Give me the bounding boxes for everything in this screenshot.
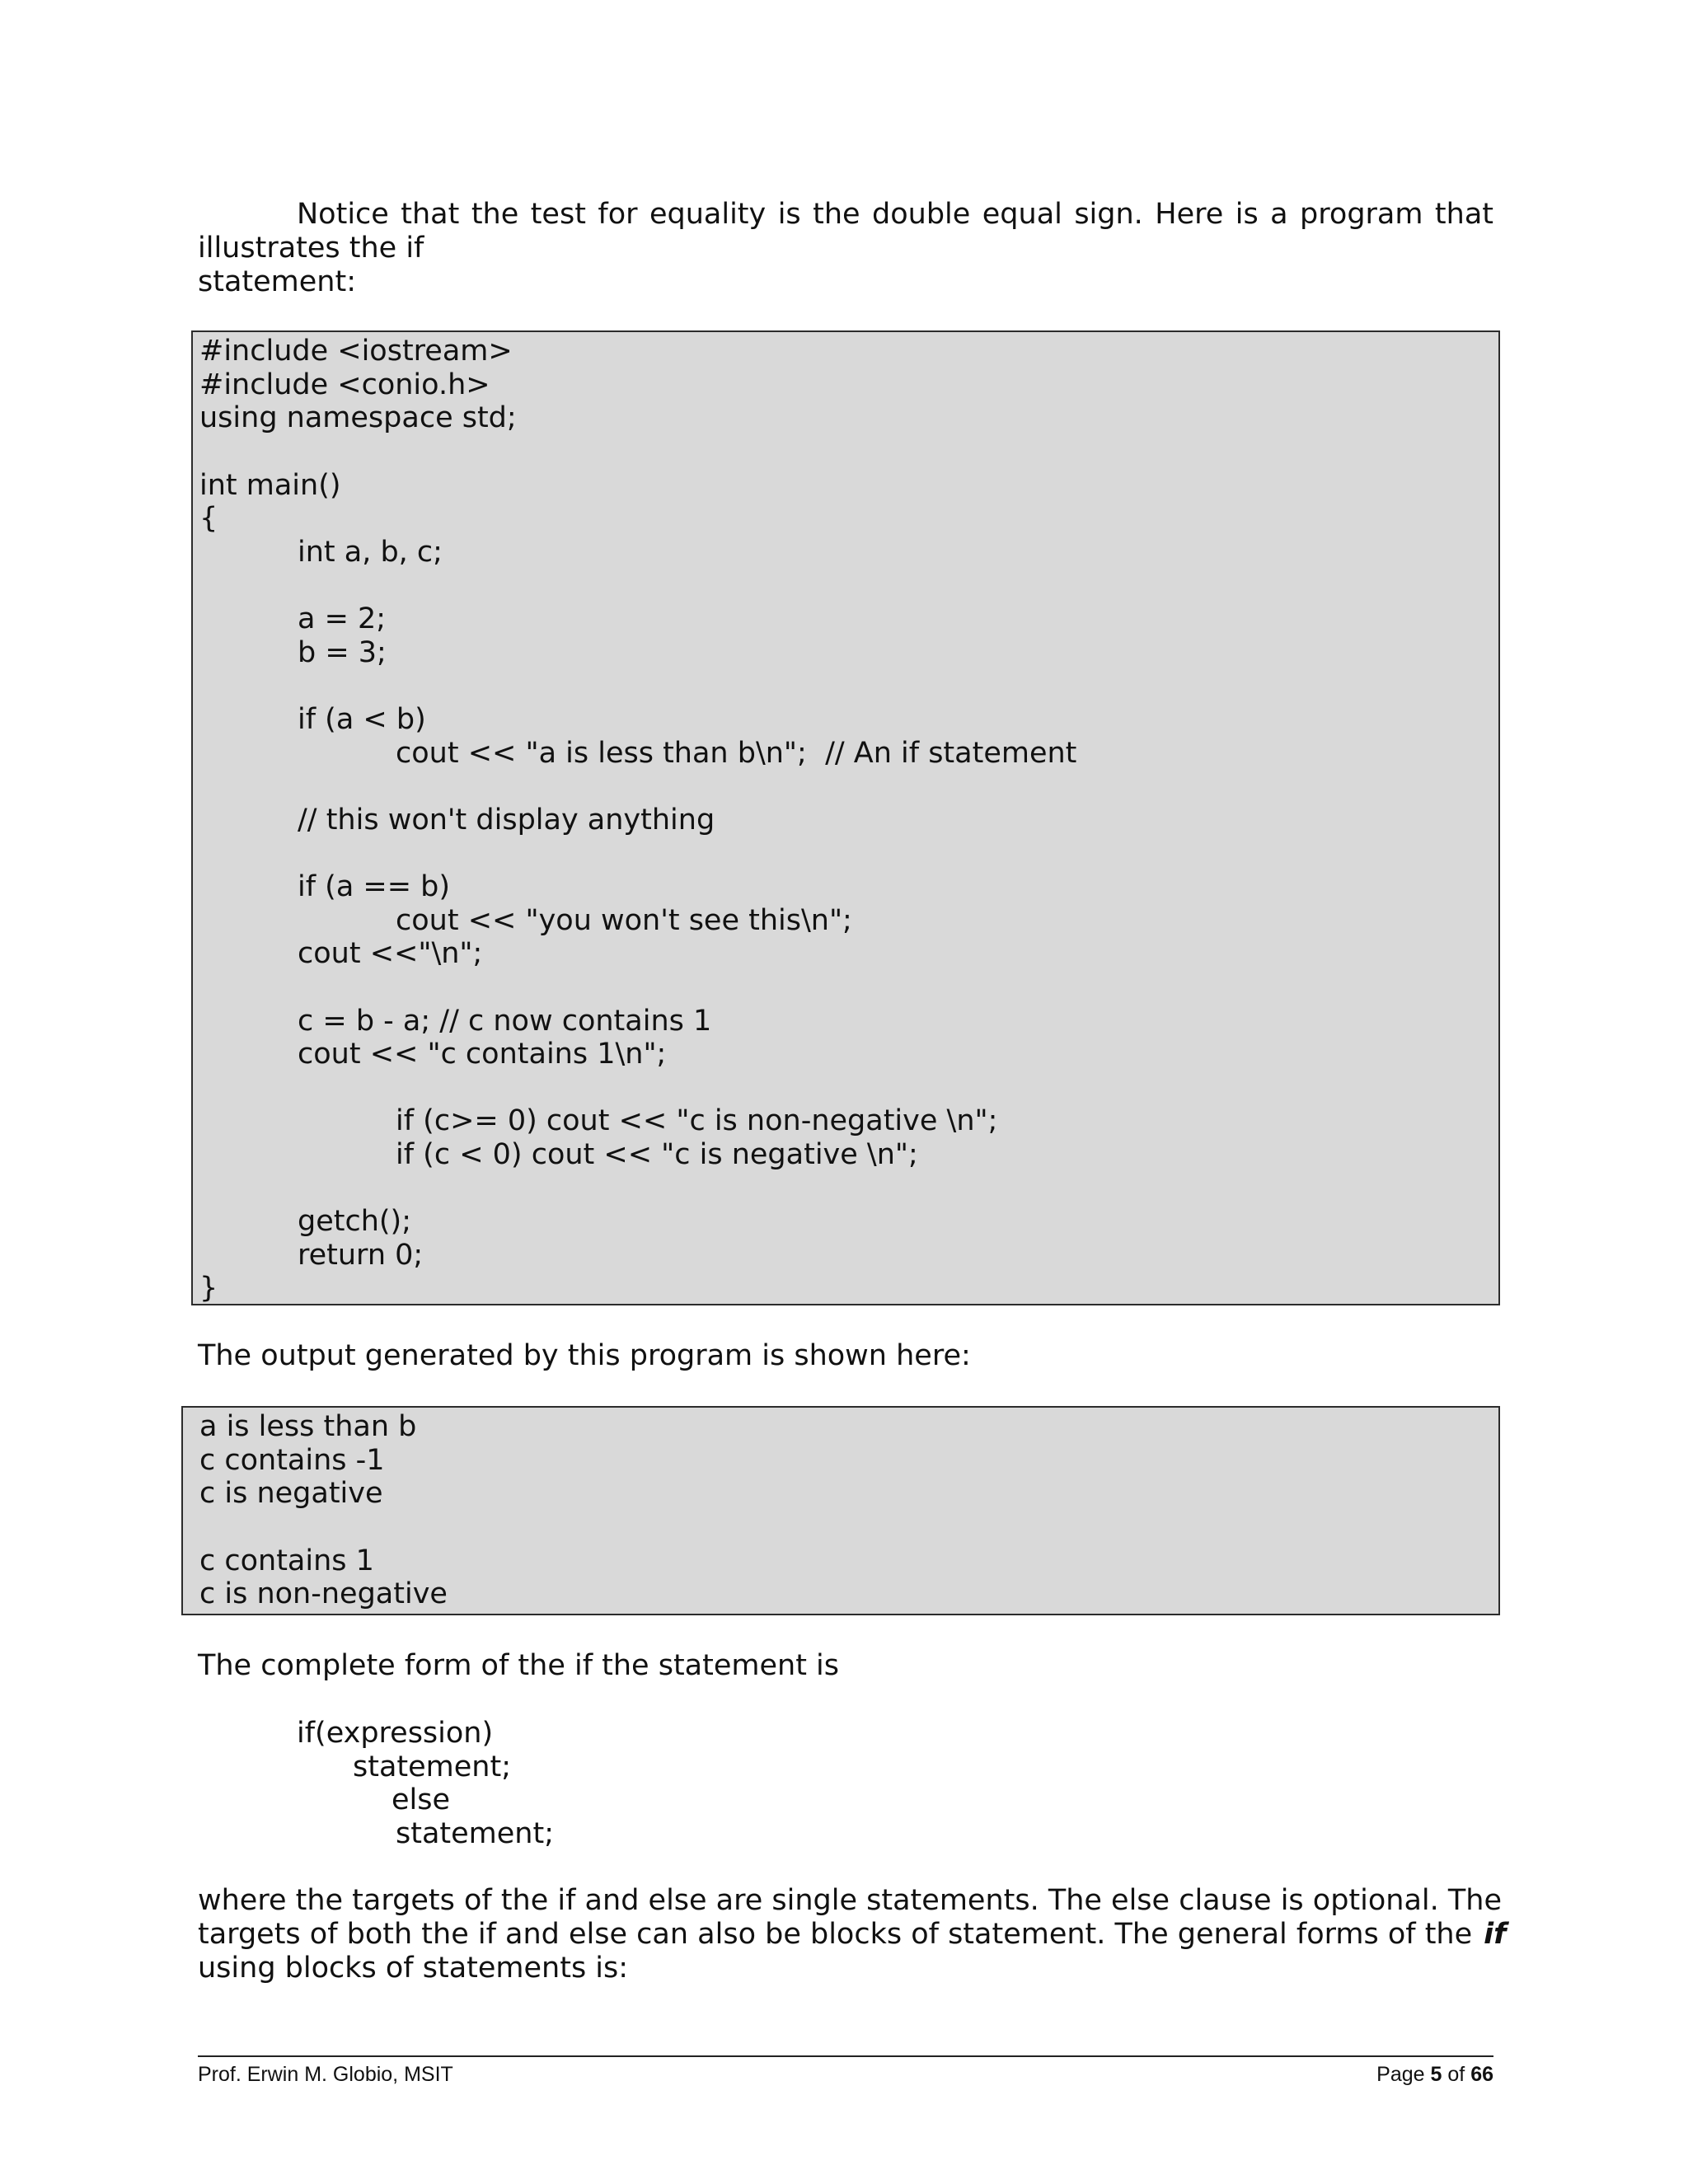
footer-author: Prof. Erwin M. Globio, MSIT: [198, 2063, 453, 2086]
syntax-statement-1: statement;: [353, 1750, 511, 1783]
output-box: [181, 1406, 1500, 1615]
code-line: using namespace std;: [199, 401, 517, 434]
code-line: // this won't display anything: [298, 804, 715, 837]
code-line: cout << "you won't see this\n";: [396, 904, 852, 937]
output-line: c is non-negative: [199, 1577, 448, 1610]
footer-divider: [198, 2055, 1493, 2057]
complete-form-caption: The complete form of the if the statement is: [198, 1649, 839, 1682]
code-line: int main(): [199, 469, 341, 502]
intro-line-2: illustrates the if: [198, 232, 424, 265]
output-line: c is negative: [199, 1477, 383, 1510]
code-line: if (a == b): [298, 870, 451, 903]
code-line: {: [199, 502, 218, 535]
intro-line-3: statement:: [198, 265, 356, 298]
code-line: b = 3;: [298, 636, 387, 669]
intro-line-1: Notice that the test for equality is the double equal sign. Here is a program that: [297, 198, 1493, 231]
output-line: c contains -1: [199, 1444, 385, 1477]
code-line: }: [199, 1272, 218, 1305]
para-line-3: using blocks of statements is:: [198, 1952, 629, 1985]
para-line-2: [198, 1918, 1507, 1952]
current-page: 5: [1430, 2063, 1442, 2086]
code-line: getch();: [298, 1205, 412, 1238]
code-line: return 0;: [298, 1239, 424, 1272]
syntax-if: if(expression): [297, 1717, 494, 1750]
syntax-else: else: [392, 1783, 451, 1816]
page-word: Page: [1376, 2063, 1425, 2086]
page-number: [1376, 2062, 1493, 2087]
output-line: c contains 1: [199, 1544, 374, 1577]
code-line: #include <conio.h>: [199, 368, 490, 401]
output-line: a is less than b: [199, 1410, 417, 1443]
code-line: cout << "c contains 1\n";: [298, 1038, 667, 1071]
code-line: c = b - a; // c now contains 1: [298, 1005, 712, 1038]
of-word: of: [1447, 2063, 1465, 2086]
code-line: cout << "a is less than b\n"; // An if statement: [396, 737, 1077, 770]
if-keyword: if: [1484, 1918, 1507, 1951]
code-line: if (a < b): [298, 703, 426, 736]
para-line-1: where the targets of the if and else are single statements. The else clause is optional. The: [198, 1884, 1502, 1917]
code-line: if (c < 0) cout << "c is negative \n";: [396, 1138, 918, 1171]
output-caption: The output generated by this program is shown here:: [198, 1339, 971, 1372]
para-line-2-text: targets of both the if and else can also be blocks of statement. The general forms of the: [198, 1918, 1473, 1951]
code-line: if (c>= 0) cout << "c is non-negative \n";: [396, 1104, 998, 1137]
code-line: cout <<"\n";: [298, 937, 483, 970]
code-line: int a, b, c;: [298, 536, 443, 569]
syntax-statement-2: statement;: [396, 1817, 554, 1850]
code-line: #include <iostream>: [199, 335, 513, 368]
code-line: a = 2;: [298, 602, 387, 635]
code-listing-box: [191, 330, 1500, 1305]
total-pages: 66: [1470, 2063, 1493, 2086]
